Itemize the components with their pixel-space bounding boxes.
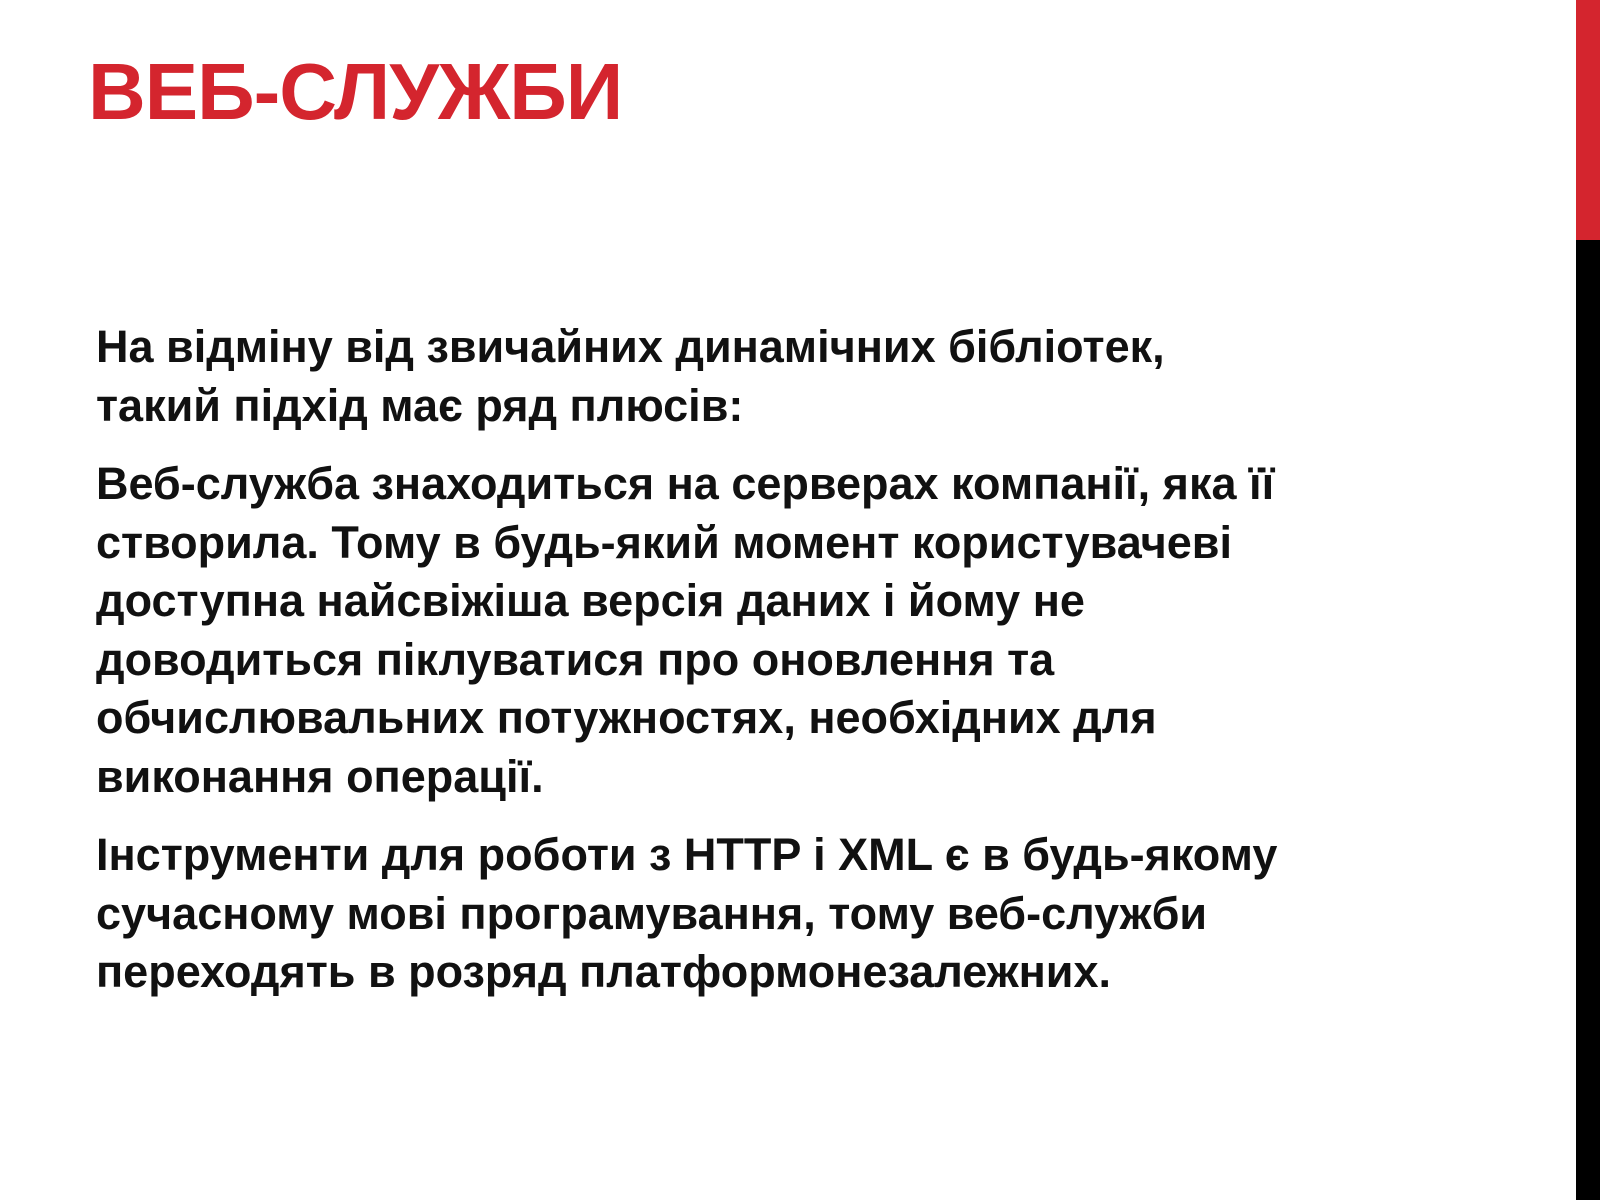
text-line: переходять в розряд платформонезалежних.: [96, 946, 1111, 997]
text-line: На відміну від звичайних динамічних бібліотек,: [96, 321, 1165, 372]
text-line: створила. Тому в будь-який момент користувачеві: [96, 516, 1232, 568]
slide-body: [96, 318, 1496, 1022]
text-line: Веб-служба знаходиться на серверах компанії, яка її: [96, 458, 1275, 509]
paragraph-server: [96, 455, 1496, 806]
text-line: такий підхід має ряд плюсів:: [96, 379, 744, 431]
text-line: доступна найсвіжіша версія даних і йому не: [96, 575, 1085, 626]
accent-bar-red: [1576, 0, 1600, 240]
paragraph-intro: [96, 318, 1496, 435]
text-line: доводиться піклуватися про оновлення та: [96, 633, 1055, 685]
paragraph-tools: [96, 826, 1496, 1002]
text-line: Інструменти для роботи з HTTP і XML є в будь-якому: [96, 829, 1278, 880]
text-line: виконання операції.: [96, 750, 544, 802]
text-line: обчислювальних потужностях, необхідних для: [96, 692, 1157, 743]
slide-title: ВЕБ-СЛУЖБИ: [88, 47, 623, 136]
text-line: сучасному мові програмування, тому веб-служби: [96, 887, 1208, 939]
accent-bar-black: [1576, 240, 1600, 1200]
